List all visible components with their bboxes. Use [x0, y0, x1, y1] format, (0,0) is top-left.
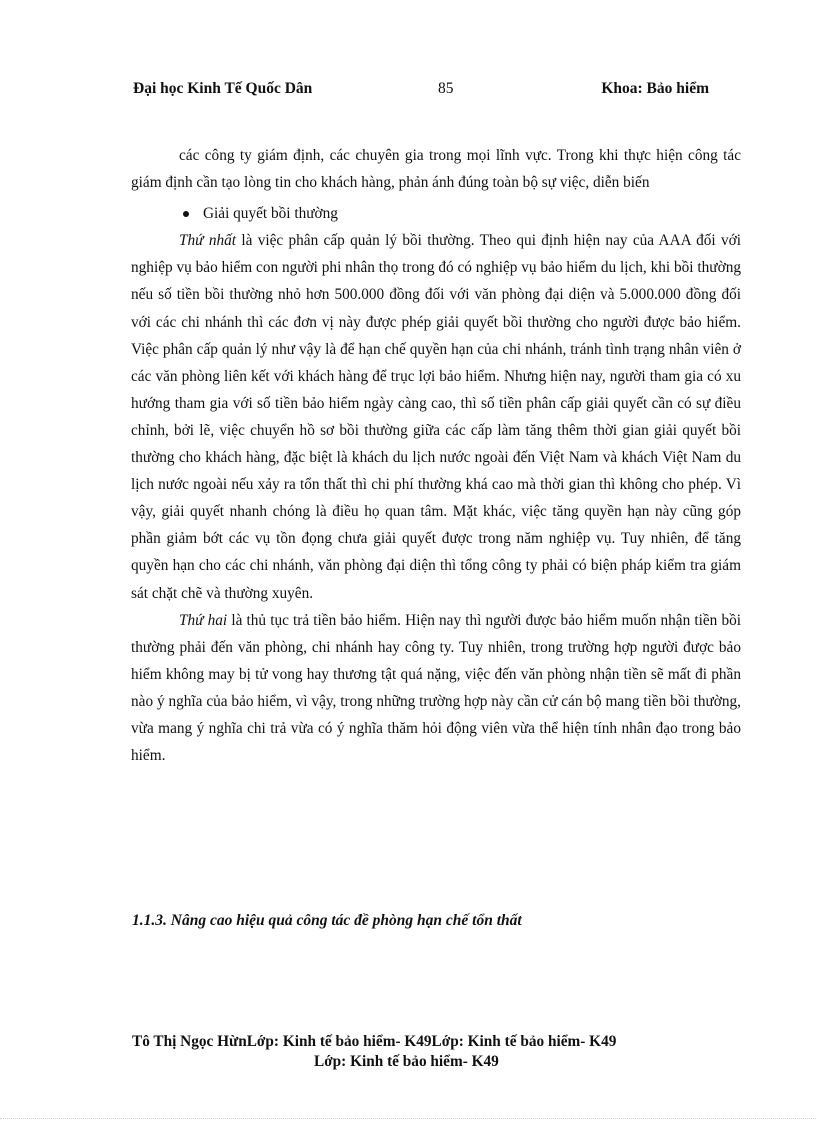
paragraph-2-lead: Thứ nhất: [179, 232, 237, 250]
bullet-label: Giải quyết bồi thường: [203, 205, 338, 223]
page-header: [133, 80, 713, 104]
paragraph-2-text: là việc phân cấp quản lý bồi thường. Theo qui định hiện nay của AAA đối với nghiệp vụ bảo hiểm con người phi nhân thọ trong đó có nghiệp vụ bảo hiểm du lịch, khi bồi thường nếu số tiền bồi thường nhỏ hơn 500.000 đồng đối với văn phòng đại diện và 5.000.000 đồng đối với các chi nhánh thì các đơn vị này được phép giải quyết bồi thường cho người được bảo hiểm. Việc phân cấp quản lý như vậy là để hạn chế quyền hạn của chi nhánh, tránh tình trạng nhân viên ở các văn phòng liên kết với khách hàng để trục lợi bảo hiểm. Nhưng hiện nay, người tham gia có xu hướng tham gia với số tiền bảo hiểm ngày càng cao, thì số tiền phân cấp giải quyết cần có sự điều chỉnh, bởi lẽ, việc chuyển hồ sơ bồi thường giữa các cấp làm tăng thêm thời gian giải quyết bồi thường cho khách hàng, đặc biệt là khách du lịch nước ngoài đến Việt Nam và khách Việt Nam du lịch nước ngoài nếu xảy ra tổn thất thì chi phí thường khá cao mà thời gian thì không cho phép. Vì vậy, giải quyết nhanh chóng là điều họ quan tâm. Mặt khác, việc tăng quyền hạn này cũng góp phần giảm bớt các vụ tồn đọng chưa giải quyết được trong năm nghiệp vụ. Tuy nhiên, để tăng quyền hạn cho các chi nhánh, văn phòng đại diện thì tổng công ty phải có biện pháp kiểm tra giám sát chặt chẽ và thường xuyên.: [131, 232, 741, 602]
section-heading: 1.1.3. Nâng cao hiệu quả công tác đề phòng hạn chế tổn thất: [132, 912, 522, 929]
university-name: Đại học Kinh Tế Quốc Dân: [133, 80, 313, 97]
footer-line-1: Tô Thị Ngọc HừnLớp: Kinh tế bảo hiểm- K49Lớp: Kinh tế bảo hiểm- K49: [132, 1033, 617, 1050]
bullet-item: [131, 200, 741, 227]
footer-line-2: Lớp: Kinh tế bảo hiểm- K49: [314, 1053, 499, 1070]
paragraph-2: [131, 227, 741, 606]
paragraph-1: các công ty giám định, các chuyên gia trong mọi lĩnh vực. Trong khi thực hiện công tác giám định cần tạo lòng tin cho khách hàng, phản ánh đúng toàn bộ sự việc, diễn biến: [131, 147, 741, 192]
faculty-name: Khoa: Bảo hiểm: [601, 80, 709, 97]
paragraph-3-lead: Thứ hai: [179, 611, 228, 629]
paragraph-3: [131, 607, 741, 770]
page-bottom-border: [0, 1118, 816, 1119]
document-body: [131, 142, 741, 769]
paragraph-3-text: là thủ tục trả tiền bảo hiểm. Hiện nay thì người được bảo hiểm muốn nhận tiền bồi thường phải đến văn phòng, chi nhánh hay công ty. Tuy nhiên, trong trường hợp người được bảo hiểm không may bị tử vong hay thương tật quá nặng, việc đến văn phòng nhận tiền sẽ mất đi phần nào ý nghĩa của bảo hiểm, vì vậy, trong những trường hợp này cần cử cán bộ mang tiền bồi thường, vừa mang ý nghĩa chi trả vừa có ý nghĩa thăm hỏi động viên vừa thể hiện tính nhân đạo trong bảo hiểm.: [131, 611, 741, 765]
page-footer: [132, 1032, 692, 1072]
page-number: 85: [438, 80, 454, 97]
